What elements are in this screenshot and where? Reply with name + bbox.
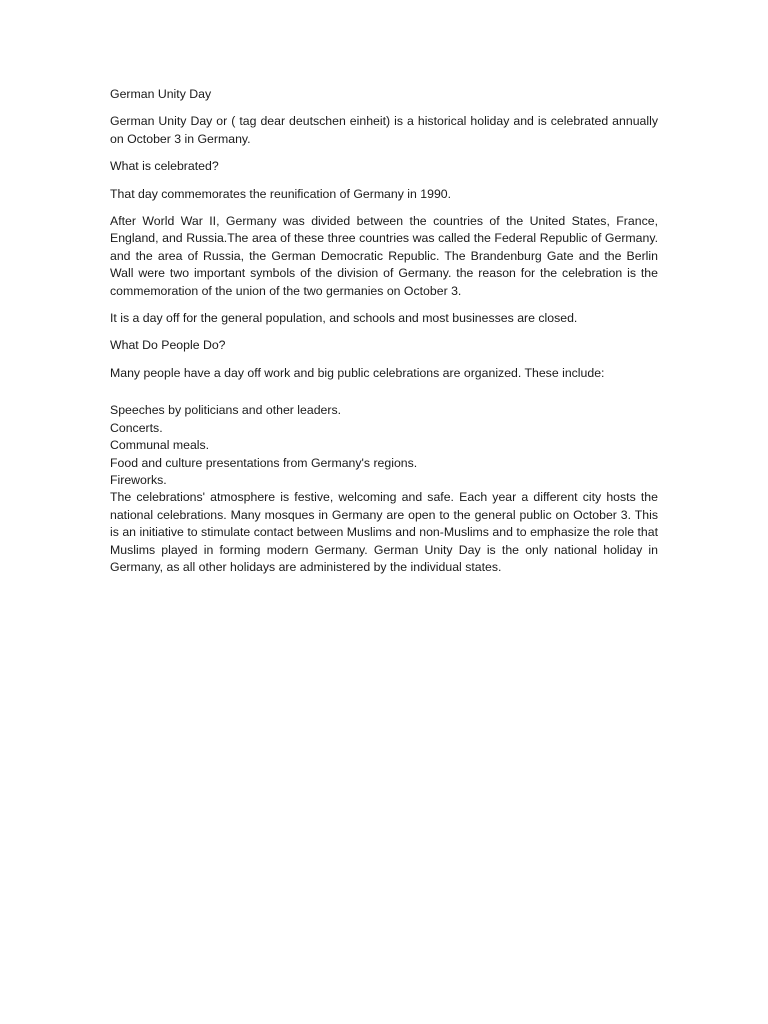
closing-paragraph: The celebrations' atmosphere is festive, welcoming and safe. Each year a different city hosts the national celebrations. Many mosques in Germany are open to the general public on October 3. This is an initiative to stimulate contact between Muslims and non-Muslims and to emphasize the role that Muslims played in forming modern Germany. German Unity Day is the only national holiday in Germany, as all other holidays are administered by the individual states. [110, 490, 658, 574]
list-item: Fireworks. [110, 472, 167, 487]
day-off-paragraph: It is a day off for the general population, and schools and most businesses are closed. [110, 311, 578, 326]
question-celebrated-heading: What is celebrated? [110, 159, 219, 174]
history-paragraph: After World War II, Germany was divided between the countries of the United States, France, England, and Russia.The area of these three countries was called the Federal Republic of Germany. and the area of Russia, the German Democratic Republic. The Brandenburg Gate and the Berlin Wall were two important symbols of the division of Germany. the reason for the celebration is the commemoration of the union of the two germanies on October 3. [110, 214, 658, 298]
document-title: German Unity Day [110, 87, 212, 101]
activities-intro-paragraph: Many people have a day off work and big public celebrations are organized. These include: [110, 365, 605, 380]
commemoration-paragraph: That day commemorates the reunification of Germany in 1990. [110, 186, 452, 201]
question-people-heading: What Do People Do? [110, 338, 226, 353]
list-item: Concerts. [110, 420, 163, 435]
list-item: Food and culture presentations from Germany's regions. [110, 455, 418, 470]
document-page [110, 86, 658, 576]
spacer [110, 392, 658, 402]
list-item: Speeches by politicians and other leaders. [110, 403, 342, 418]
list-item: Communal meals. [110, 438, 210, 453]
activities-list [110, 402, 658, 489]
intro-paragraph: German Unity Day or ( tag dear deutschen einheit) is a historical holiday and is celebrated annually on October 3 in Germany. [110, 114, 658, 146]
